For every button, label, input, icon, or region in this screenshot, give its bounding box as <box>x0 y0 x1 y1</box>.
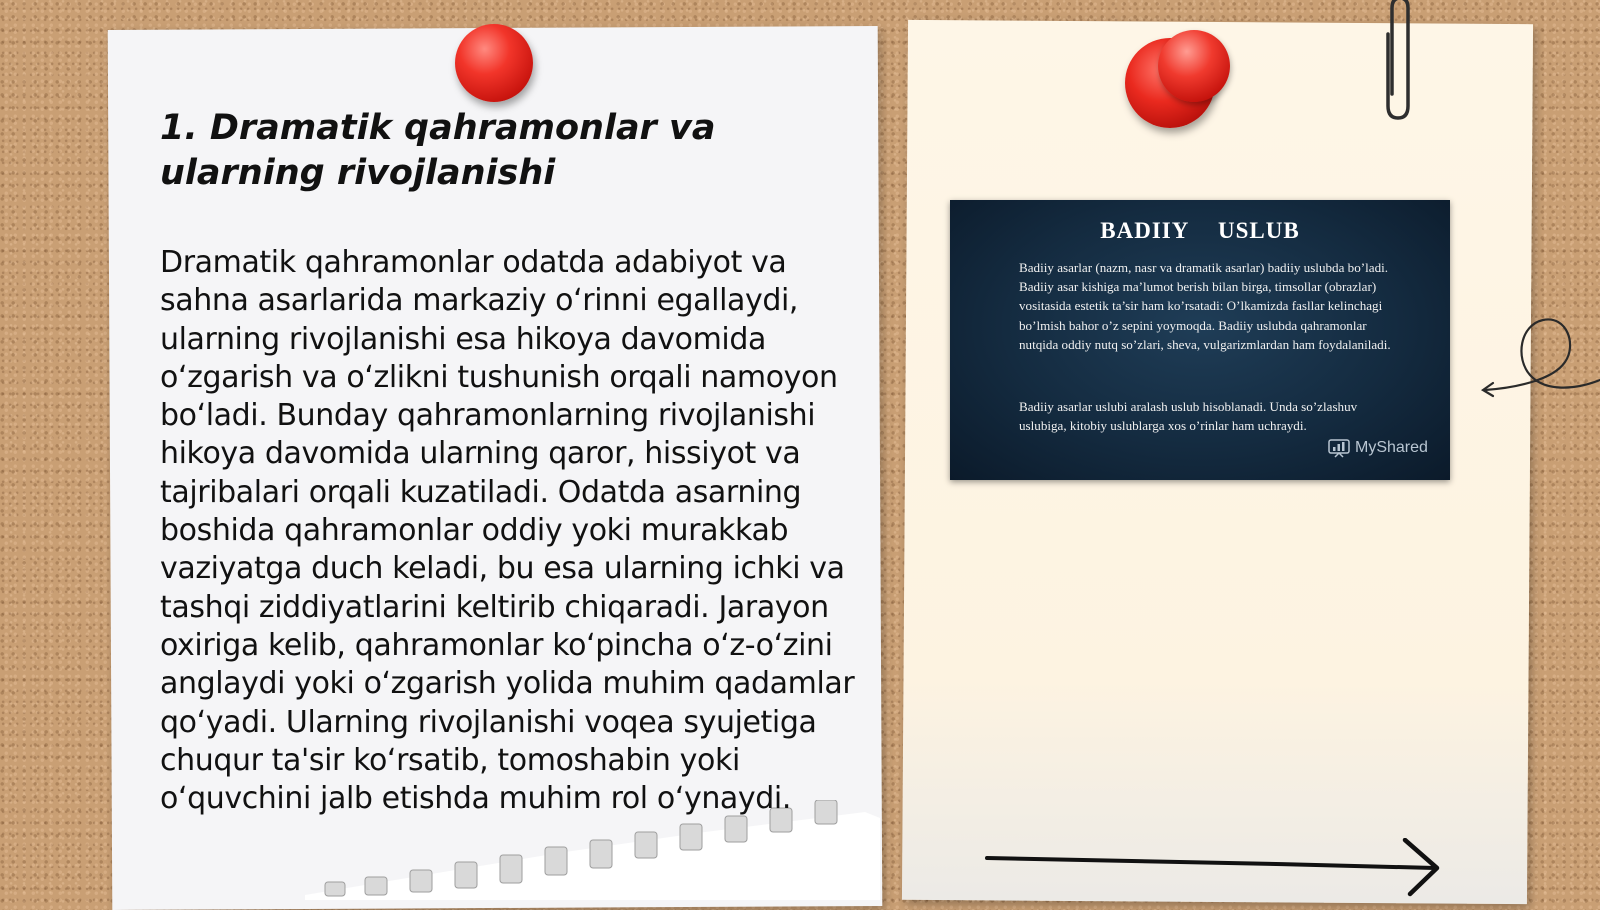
myshared-watermark <box>1328 438 1428 458</box>
arrow-right-icon <box>985 838 1445 898</box>
myshared-logo-icon <box>1328 438 1350 458</box>
slide-paragraph: Badiiy asarlar (nazm, nasr va dramatik asarlar) badiiy uslubda bo’ladi. Badiiy asar kishiga ma’lumot berish bilan birga, timsollar (obrazlar) vositasida estetik ta’sir ham ko’rsatadi: O’lkamizda fasllar kelinchagi bo’lmish bahor o’z sepini yoymoqda. Badiiy uslubda qahramonlar nutqida oddiy nutq so’zlari, sheva, vulgarizmlardan ham foydalaniladi. <box>1019 260 1391 352</box>
doodle-loop-icon <box>1475 300 1600 420</box>
paperclip-icon <box>1378 0 1418 124</box>
watermark-text: MyShared <box>1355 439 1428 456</box>
red-pushpin-icon <box>1158 30 1230 102</box>
note-heading: 1. Dramatik qahramonlar va ularning rivojlanishi <box>160 108 716 193</box>
note-body-text: Dramatik qahramonlar odatda adabiyot va sahna asarlarida markaziy o‘rinni egallaydi, ularning rivojlanishi esa hikoya davomida o‘zgarish va o‘zlikni tushunish orqali namoyon bo‘ladi. Bunday qahramonlarning rivojlanishi hikoya davomida ularning qaror, hissiyot va tajribalari orqali kuzatiladi. Odatda asarning boshida qahramonlar oddiy yoki murakkab vaziyatga duch keladi, bu esa ularning ichki va tashqi ziddiyatlarini keltirib chiqaradi. Jarayon oxiriga kelib, qahramonlar ko‘pincha o‘z-o‘zini anglaydi yoki o‘zgarish yolida muhim qadamlar qo‘yadi. Ularning rivojlanishi voqea syujetiga chuqur ta'sir ko‘rsatib, tomoshabin yoki o‘quvchini jalb etishda muhim rol o‘ynaydi. <box>160 245 855 817</box>
red-pushpin-icon <box>455 24 533 102</box>
slide-image-badiiy-uslub <box>950 200 1450 480</box>
slide-paragraph: Badiiy asarlar uslubi aralash uslub hisoblanadi. Unda so’zlashuv uslubiga, kitobiy uslublarga xos o’rinlar ham uchraydi. <box>1019 399 1358 434</box>
slide-title: BADIIY USLUB <box>1100 218 1300 243</box>
